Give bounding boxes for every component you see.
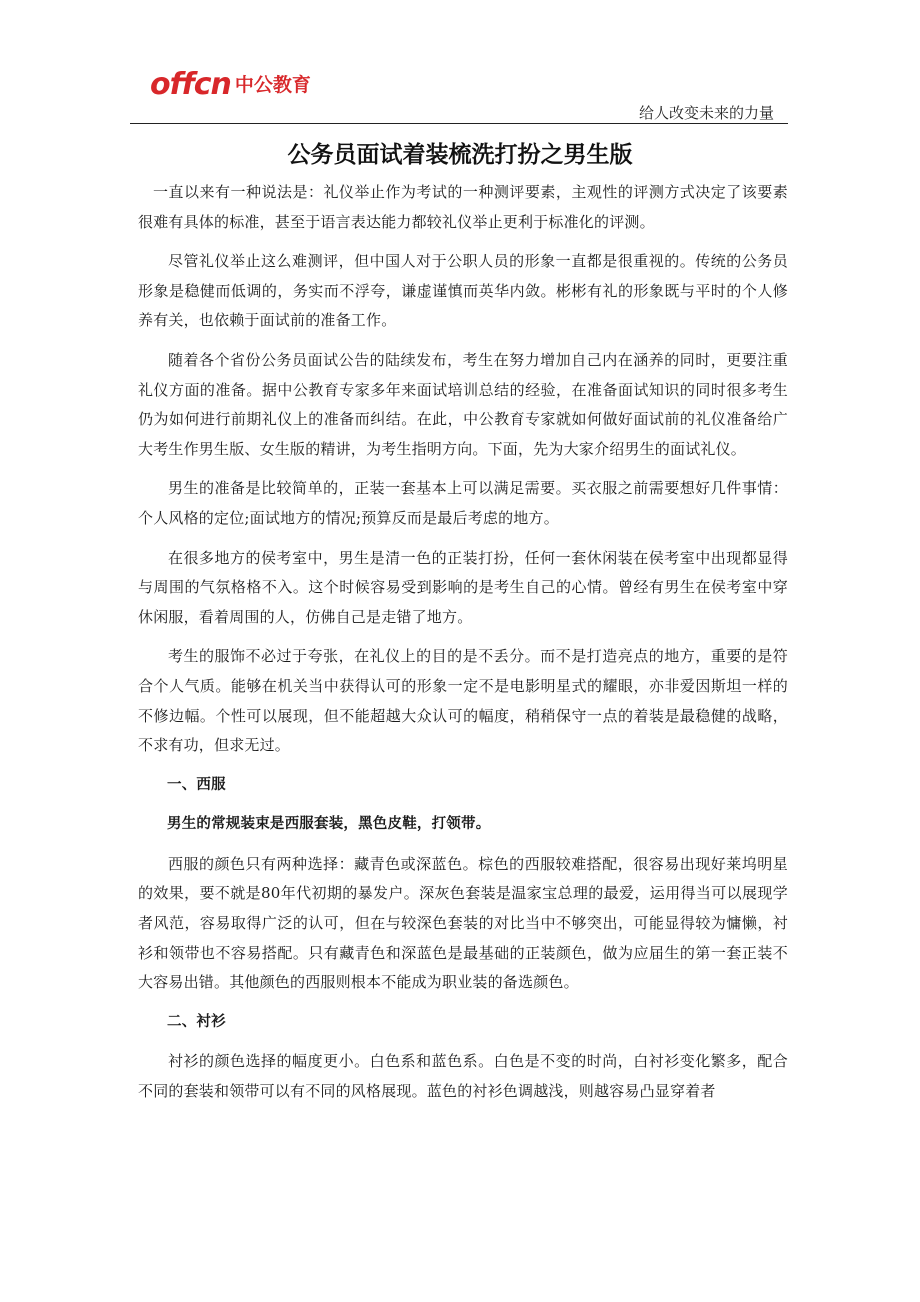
document-title: 公务员面试着装梳洗打扮之男生版 <box>287 142 633 168</box>
paragraph: 西服的颜色只有两种选择：藏青色或深蓝色。棕色的西服较难搭配，很容易出现好莱坞明星的效果，要不就是80年代初期的暴发户。深灰色套装是温家宝总理的最爱，运用得当可以展现学者风范，容易取得广泛的认可，但在与较深色套装的对比当中不够突出，可能显得较为慵懒，衬衫和领带也不容易搭配。只有藏青色和深蓝色是最基础的正装颜色，做为应届生的第一套正装不大容易出错。其他颜色的西服则根本不能成为职业装的备选颜色。 <box>138 854 788 992</box>
paragraph: 男生的准备是比较简单的，正装一套基本上可以满足需要。买衣服之前需要想好几件事情：个人风格的定位;面试地方的情况;预算反而是最后考虑的地方。 <box>138 479 788 527</box>
bold-statement: 男生的常规装束是西服套装，黑色皮鞋，打领带。 <box>167 816 491 833</box>
logo-wordmark: offcn <box>150 67 231 102</box>
logo-chinese-name: 中公教育 <box>234 73 311 96</box>
header-divider <box>130 123 788 124</box>
header-slogan: 给人改变未来的力量 <box>638 104 774 122</box>
paragraph: 在很多地方的侯考室中，男生是清一色的正装打扮，任何一套休闲装在侯考室中出现都显得与周围的气氛格格不入。这个时候容易受到影响的是考生自己的心情。曾经有男生在侯考室中穿休闲服，看着周围的人，仿佛自己是走错了地方。 <box>138 548 788 626</box>
offcn-logo <box>150 67 311 102</box>
paragraph: 尽管礼仪举止这么难测评，但中国人对于公职人员的形象一直都是很重视的。传统的公务员形象是稳健而低调的，务实而不浮夸，谦虚谨慎而英华内敛。彬彬有礼的形象既与平时的个人修养有关，也依赖于面试前的准备工作。 <box>138 252 788 330</box>
paragraph: 一直以来有一种说法是：礼仪举止作为考试的一种测评要素，主观性的评测方式决定了该要素很难有具体的标准，甚至于语言表达能力都较礼仪举止更利于标准化的评测。 <box>138 183 788 231</box>
section-heading-suit: 一、西服 <box>167 776 226 793</box>
section-heading-shirt: 二、衬衫 <box>167 1013 226 1030</box>
paragraph: 衬衫的颜色选择的幅度更小。白色系和蓝色系。白色是不变的时尚，白衬衫变化繁多，配合不同的套装和领带可以有不同的风格展现。蓝色的衬衫色调越浅，则越容易凸显穿着者 <box>138 1052 788 1101</box>
paragraph: 随着各个省份公务员面试公告的陆续发布，考生在努力增加自己内在涵养的同时，更要注重礼仪方面的准备。据中公教育专家多年来面试培训总结的经验，在准备面试知识的同时很多考生仍为如何进行前期礼仪上的准备而纠结。在此，中公教育专家就如何做好面试前的礼仪准备给广大考生作男生版、女生版的精讲，为考生指明方向。下面，先为大家介绍男生的面试礼仪。 <box>138 350 788 458</box>
paragraph: 考生的服饰不必过于夸张，在礼仪上的目的是不丢分。而不是打造亮点的地方，重要的是符合个人气质。能够在机关当中获得认可的形象一定不是电影明星式的耀眼，亦非爱因斯坦一样的不修边幅。个性可以展现，但不能超越大众认可的幅度，稍稍保守一点的着装是最稳健的战略，不求有功，但求无过。 <box>138 647 788 755</box>
page-header <box>0 0 920 130</box>
document-body <box>138 178 788 1117</box>
